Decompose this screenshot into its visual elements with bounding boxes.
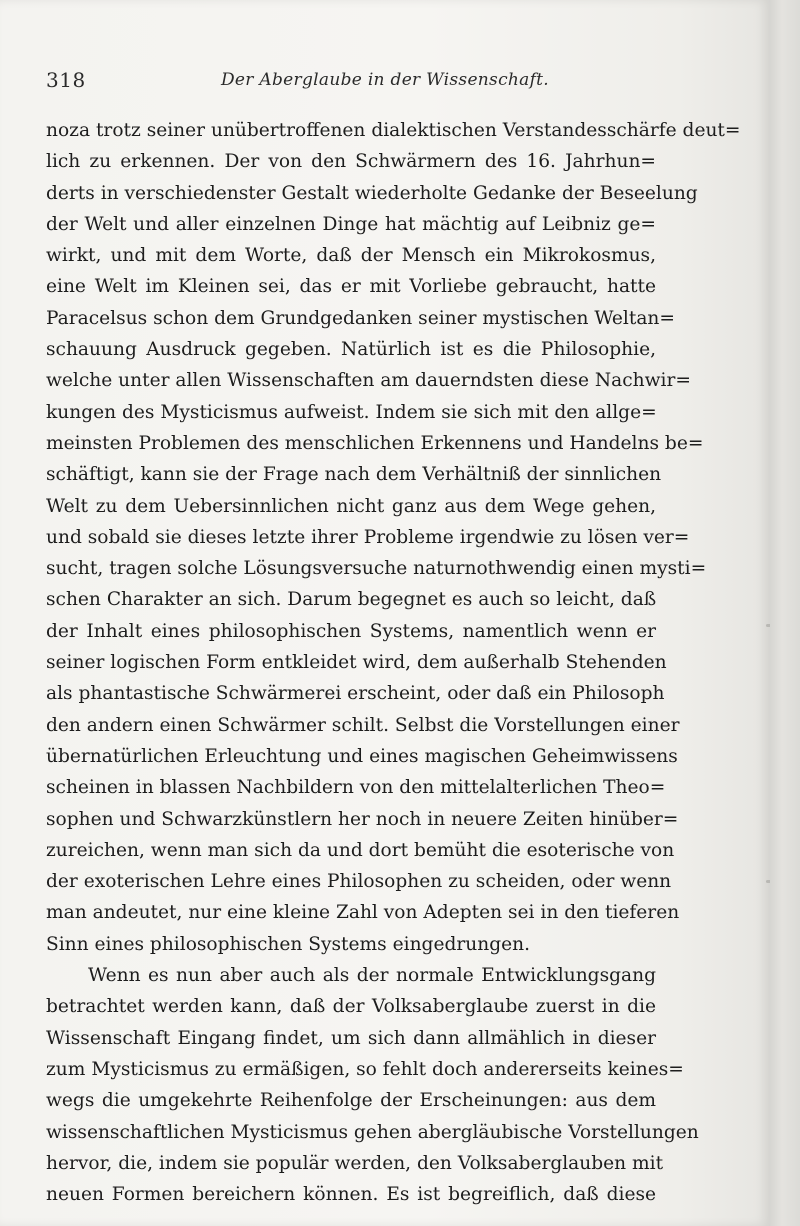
text-line: Paracelsus schon dem Grundgedanken seiner mystischen Weltan= bbox=[46, 307, 675, 329]
text-line: schäftigt, kann sie der Frage nach dem Verhältniß der sinnlichen bbox=[46, 464, 662, 486]
text-line: wirkt, und mit dem Worte, daß der Mensch ein Mikrokosmus, bbox=[46, 245, 656, 267]
text-line: derts in verschiedenster Gestalt wiederholte Gedanke der Beseelung bbox=[46, 182, 698, 204]
running-head: Der Aberglaube in der Wissenschaft. bbox=[221, 70, 550, 90]
body-text bbox=[46, 115, 741, 1210]
text-line: man andeutet, nur eine kleine Zahl von Adepten sei in den tieferen bbox=[46, 902, 680, 924]
text-line: der Inhalt eines philosophischen Systems, namentlich wenn er bbox=[46, 620, 656, 642]
text-line: schauung Ausdruck gegeben. Natürlich ist es die Philosophie, bbox=[46, 339, 656, 361]
text-line: wissenschaftlichen Mysticismus gehen abergläubische Vorstellungen bbox=[46, 1121, 699, 1143]
text-line: noza trotz seiner unübertroffenen dialektischen Verstandesschärfe deut= bbox=[46, 120, 741, 141]
text-line: übernatürlichen Erleuchtung und eines magischen Geheimwissens bbox=[46, 745, 678, 767]
paragraph-start-line: Wenn es nun aber auch als der normale Entwicklungsgang bbox=[88, 965, 656, 987]
text-line: der exoterischen Lehre eines Philosophen zu scheiden, oder wenn bbox=[46, 871, 672, 893]
text-line: sucht, tragen solche Lösungsversuche naturnothwendig einen mysti= bbox=[46, 558, 707, 580]
text-line: sophen und Schwarzkünstlern her noch in neuere Zeiten hinüber= bbox=[46, 808, 679, 830]
text-line: zureichen, wenn man sich da und dort bemüht die esoterische von bbox=[46, 839, 675, 861]
text-line: zum Mysticismus zu ermäßigen, so fehlt doch andererseits keines= bbox=[46, 1058, 684, 1080]
text-line: der Welt und aller einzelnen Dinge hat mächtig auf Leibniz ge= bbox=[46, 213, 656, 235]
page-number: 318 bbox=[46, 68, 86, 92]
text-line: lich zu erkennen. Der von den Schwärmern des 16. Jahrhun= bbox=[46, 151, 656, 173]
next-page-edge bbox=[770, 0, 800, 1226]
text-line: schen Charakter an sich. Darum begegnet es auch so leicht, daß bbox=[46, 589, 657, 611]
paragraph-end-line: Sinn eines philosophischen Systems eingedrungen. bbox=[46, 933, 530, 955]
text-line: Welt zu dem Uebersinnlichen nicht ganz aus dem Wege gehen, bbox=[46, 495, 656, 517]
text-line: eine Welt im Kleinen sei, das er mit Vorliebe gebraucht, hatte bbox=[46, 276, 656, 298]
text-line: kungen des Mysticismus aufweist. Indem sie sich mit den allge= bbox=[46, 401, 657, 423]
text-line: hervor, die, indem sie populär werden, den Volksaberglauben mit bbox=[46, 1152, 664, 1174]
text-line: Wissenschaft Eingang findet, um sich dann allmählich in dieser bbox=[46, 1027, 656, 1049]
text-line: meinsten Problemen des menschlichen Erkennens und Handelns be= bbox=[46, 432, 704, 454]
text-line: den andern einen Schwärmer schilt. Selbst die Vorstellungen einer bbox=[46, 714, 680, 736]
text-line: betrachtet werden kann, daß der Volksaberglaube zuerst in die bbox=[46, 996, 656, 1018]
text-line: welche unter allen Wissenschaften am dauerndsten diese Nachwir= bbox=[46, 370, 691, 392]
text-line: scheinen in blassen Nachbildern von den mittelalterlichen Theo= bbox=[46, 777, 666, 799]
text-line: neuen Formen bereichern können. Es ist begreiflich, daß diese bbox=[46, 1184, 656, 1206]
text-line: seiner logischen Form entkleidet wird, dem außerhalb Stehenden bbox=[46, 652, 667, 674]
text-line: und sobald sie dieses letzte ihrer Probleme irgendwie zu lösen ver= bbox=[46, 526, 690, 548]
text-line: als phantastische Schwärmerei erscheint, oder daß ein Philosoph bbox=[46, 683, 665, 705]
page-header bbox=[46, 68, 656, 98]
text-line: wegs die umgekehrte Reihenfolge der Erscheinungen: aus dem bbox=[46, 1090, 656, 1112]
